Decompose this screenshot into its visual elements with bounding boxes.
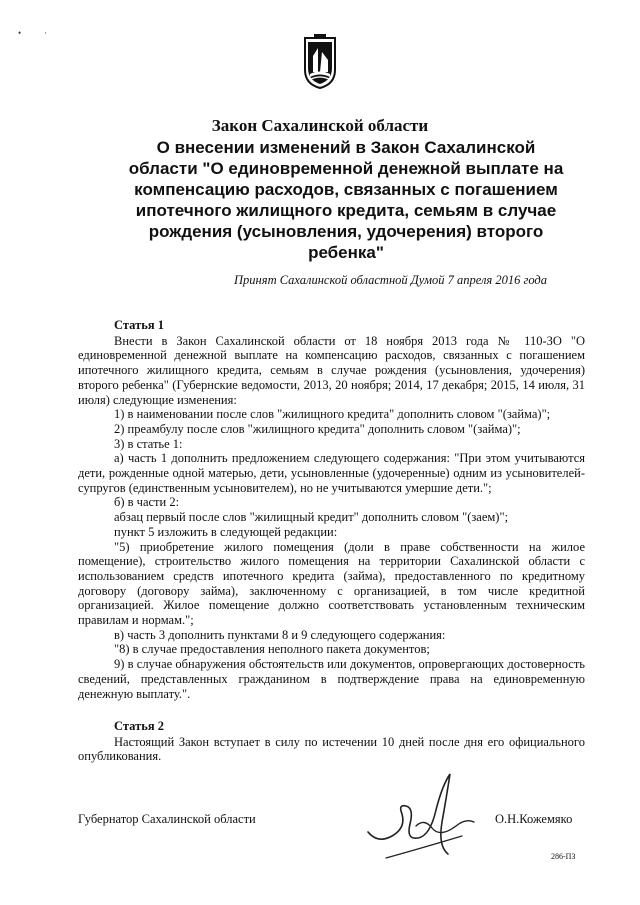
article-paragraph: б) в части 2: [114,495,180,510]
article-paragraph: пункт 5 изложить в следующей редакции: [114,524,338,539]
article-paragraph: "5) приобретение жилого помещения (доли в праве собственности на жилое помещение), строительство жилого помещения на территории Сахалинской области с использованием средств ипотечного кредита (займа), предоставленного по кредитному договору (договору займа), заключенному с организацией, в том числе кредитной организацией. Жилое помещение должно соответствовать установленным техническим правилам и нормам."; [78,539,585,628]
article-paragraph: 9) в случае обнаружения обстоятельств или документов, опровергающих достоверность сведений, представленных гражданином в подтверждение права на единовременную денежную выплату.". [78,657,585,701]
article-paragraph: в) часть 3 дополнить пунктами 8 и 9 следующего содержания: [114,627,446,642]
article-paragraph: Внести в Закон Сахалинской области от 18 ноября 2013 года № 110-ЗО "О единовременной денежной выплате на компенсацию расходов, связанных с погашением ипотечного жилищного кредита, семьям в случае рождения (усыновления, удочерения) второго ребенка" (Губернские ведомости, 2013, 20 ноября; 2014, 17 декабря; 2015, 14 июля, 31 июля) следующие изменения: [78,333,585,407]
article-paragraph: абзац первый после слов "жилищный кредит" дополнить словом "(заем)"; [114,510,509,525]
title-line: области "О единовременной денежной выплате на [128,159,564,178]
scan-speck: · [44,28,47,38]
law-heading: Закон Сахалинской области [211,116,429,135]
article-paragraph: "8) в случае предоставления неполного пакета документов; [114,642,430,657]
title-line: ребенка" [308,243,384,262]
article-title: Статья 2 [114,719,164,733]
article-title: Статья 1 [114,318,164,332]
document-code: 286-ПЗ [551,852,576,861]
article-paragraph: а) часть 1 дополнить предложением следующего содержания: "При этом учитываются дети, рожденные одной матерью, дети, усыновленные (удочеренные) одним из усыновителей-супругов (единственным усыновителем), но не учитываются умершие дети."; [78,451,585,495]
article-paragraph: 1) в наименовании после слов "жилищного кредита" дополнить словом "(займа)"; [114,407,551,422]
title-line: компенсацию расходов, связанных с погашением [134,180,558,199]
handwritten-signature [362,766,482,866]
article-paragraph: Настоящий Закон вступает в силу по истечении 10 дней после дня его официального опубликования. [78,734,585,764]
law-title [96,137,596,263]
governor-title: Губернатор Сахалинской области [78,812,256,826]
article-paragraph: 3) в статье 1: [114,436,183,451]
article-paragraph: 2) преамбулу после слов "жилищного кредита" дополнить словом "(займа)"; [114,421,521,436]
article-1 [78,318,585,701]
governor-name: О.Н.Кожемяко [495,812,573,826]
title-line: ипотечного жилищного кредита, семьям в случае [135,201,557,220]
adoption-note: Принят Сахалинской областной Думой 7 апреля 2016 года [234,273,547,287]
title-line: О внесении изменений в Закон Сахалинской [156,138,536,157]
sakhalin-coat-of-arms-icon [301,34,339,90]
title-line: рождения (усыновления, удочерения) второго [148,222,544,241]
scan-speck: • [18,28,22,38]
article-2 [78,719,585,764]
